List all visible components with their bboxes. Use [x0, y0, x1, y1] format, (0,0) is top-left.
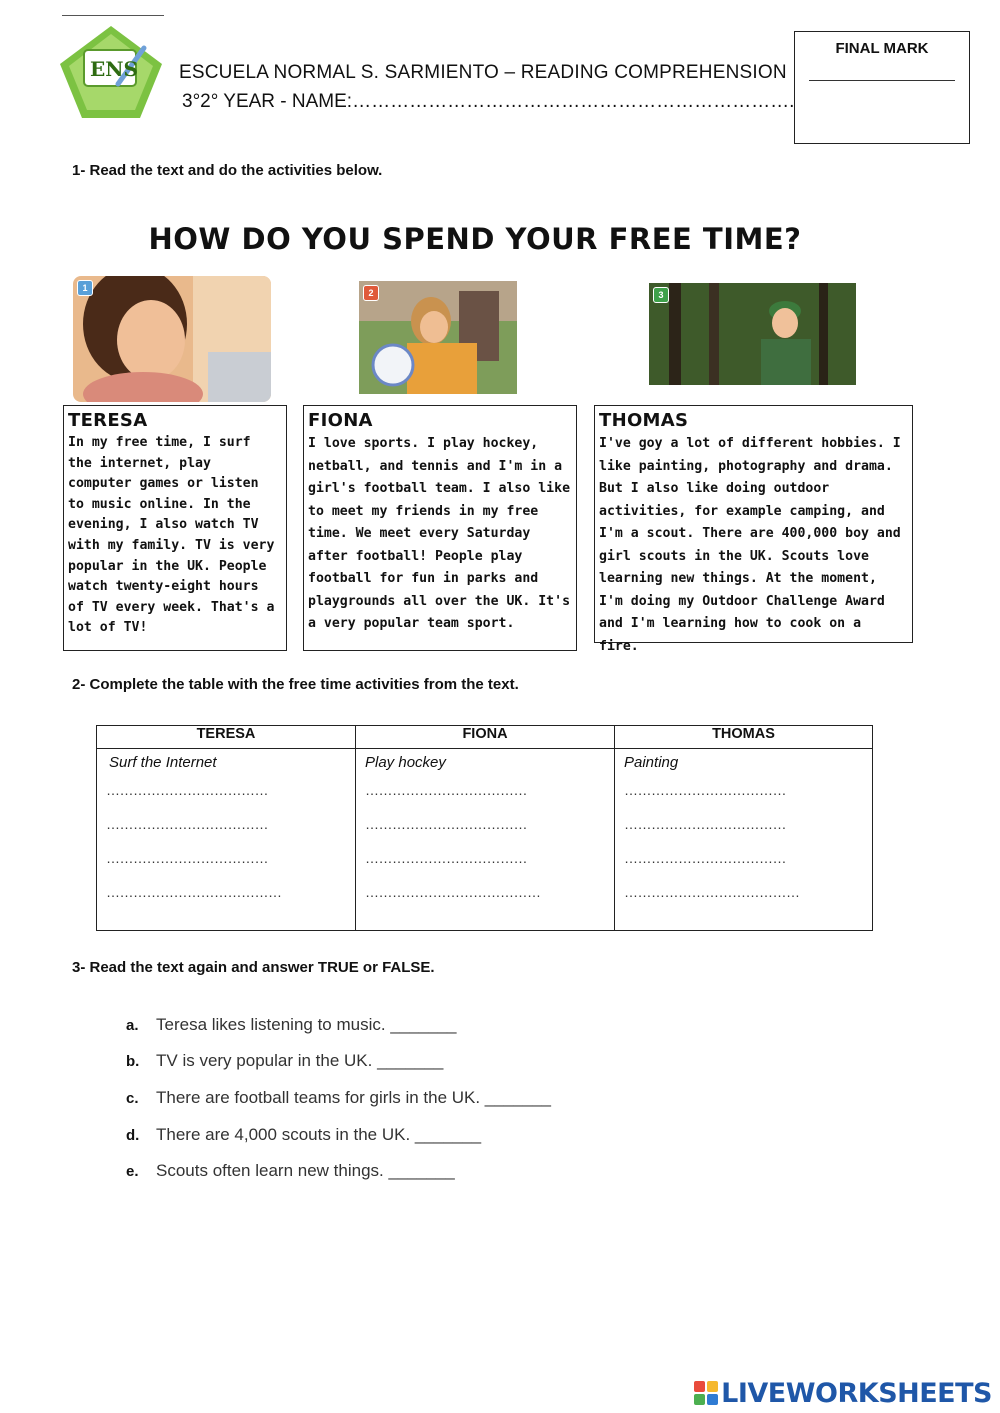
activities-table: [96, 725, 873, 931]
tf-item-d[interactable]: [126, 1125, 481, 1145]
text-box-thomas: [594, 405, 913, 654]
text-box-fiona: [303, 405, 577, 651]
tf-item-b[interactable]: [126, 1051, 443, 1071]
answer-blank[interactable]: ………………………………: [624, 782, 786, 798]
table-cell-teresa: [97, 749, 356, 931]
person-text: I love sports. I play hockey, netball, and tennis and I'm in a girl's football team. I also like to meet my friends in my free time. We meet every Saturday after football! People play football for fun in parks and playgrounds all over the UK. It's a very popular team sport.: [308, 436, 571, 631]
example-answer: Play hockey: [365, 754, 446, 771]
name-field-line[interactable]: 3°2° YEAR - NAME:…………………………………………………………….: [182, 91, 795, 112]
table-row: [97, 749, 873, 931]
answer-blank[interactable]: ………………………………: [106, 816, 268, 832]
item-letter: a.: [126, 1017, 139, 1034]
person-name: FIONA: [308, 410, 373, 431]
person-name: THOMAS: [599, 410, 689, 431]
answer-blank[interactable]: ………………………………: [106, 850, 268, 866]
item-letter: c.: [126, 1090, 139, 1107]
table-cell-fiona: [356, 749, 615, 931]
instruction-2: 2- Complete the table with the free time activities from the text.: [72, 676, 519, 693]
answer-blank[interactable]: ………………………………: [365, 850, 527, 866]
item-letter: d.: [126, 1127, 140, 1144]
column-header-thomas: THOMAS: [615, 726, 873, 749]
item-letter: e.: [126, 1163, 139, 1180]
item-text: There are football teams for girls in the UK. _______: [156, 1088, 551, 1107]
reading-title: HOW DO YOU SPEND YOUR FREE TIME?: [148, 222, 802, 256]
photo-number-badge: 2: [363, 285, 379, 301]
top-rule: [62, 15, 164, 16]
item-letter: b.: [126, 1053, 140, 1070]
table-cell-thomas: [615, 749, 873, 931]
example-answer: Painting: [624, 754, 679, 771]
final-mark-box: [794, 31, 970, 144]
liveworksheets-wordmark: LIVEWORKSHEETS: [721, 1377, 992, 1409]
final-mark-blank[interactable]: [809, 80, 955, 81]
tf-item-e[interactable]: [126, 1161, 455, 1181]
photo-fiona: [359, 281, 517, 394]
instruction-1: 1- Read the text and do the activities below.: [72, 162, 383, 179]
answer-blank[interactable]: ………………………………: [624, 850, 786, 866]
person-name: TERESA: [68, 410, 148, 431]
answer-blank[interactable]: ………………………………: [624, 816, 786, 832]
photo-teresa: [73, 276, 271, 402]
svg-text:ENS: ENS: [90, 57, 138, 81]
example-answer: Surf the Internet: [109, 754, 217, 771]
column-header-fiona: FIONA: [356, 726, 615, 749]
answer-blank[interactable]: ………………………………: [106, 782, 268, 798]
item-text: Teresa likes listening to music. _______: [156, 1015, 457, 1034]
person-text: In my free time, I surf the internet, play computer games or listen to music online. In the evening, I also watch TV with my family. TV is very popular in the UK. People watch twenty-eight hours of TV every week. That's a lot of TV!: [68, 435, 275, 636]
item-text: Scouts often learn new things. _______: [156, 1161, 455, 1180]
school-logo: [58, 24, 164, 120]
photo-number-badge: 1: [77, 280, 93, 296]
school-heading: ESCUELA NORMAL S. SARMIENTO – READING COMPREHENSION: [179, 62, 787, 83]
item-text: There are 4,000 scouts in the UK. _______: [156, 1125, 482, 1144]
tf-item-c[interactable]: [126, 1088, 551, 1108]
instruction-3: 3- Read the text again and answer TRUE or FALSE.: [72, 959, 435, 976]
answer-blank[interactable]: ………………………………: [365, 816, 527, 832]
person-text: I've goy a lot of different hobbies. I like painting, photography and drama. But I also like doing outdoor activities, for example camping, and I'm a scout. There are 400,000 boy and girl scouts in the UK. Scouts love learning new things. At the moment, I'm doing my Outdoor Challenge Award and I'm learning how to cook on a fire.: [599, 436, 901, 654]
answer-blank[interactable]: …………………………………: [106, 884, 282, 900]
answer-blank[interactable]: …………………………………: [365, 884, 541, 900]
liveworksheets-logo: [694, 1374, 992, 1412]
tf-item-a[interactable]: [126, 1015, 457, 1035]
item-text: TV is very popular in the UK. _______: [156, 1051, 444, 1070]
liveworksheets-icon: [694, 1381, 718, 1405]
table-header-row: [97, 726, 873, 749]
photo-number-badge: 3: [653, 287, 669, 303]
photo-thomas: [649, 283, 856, 385]
final-mark-label: FINAL MARK: [835, 40, 929, 57]
column-header-teresa: TERESA: [97, 726, 356, 749]
answer-blank[interactable]: …………………………………: [624, 884, 800, 900]
answer-blank[interactable]: ………………………………: [365, 782, 527, 798]
text-box-teresa: [63, 405, 287, 651]
